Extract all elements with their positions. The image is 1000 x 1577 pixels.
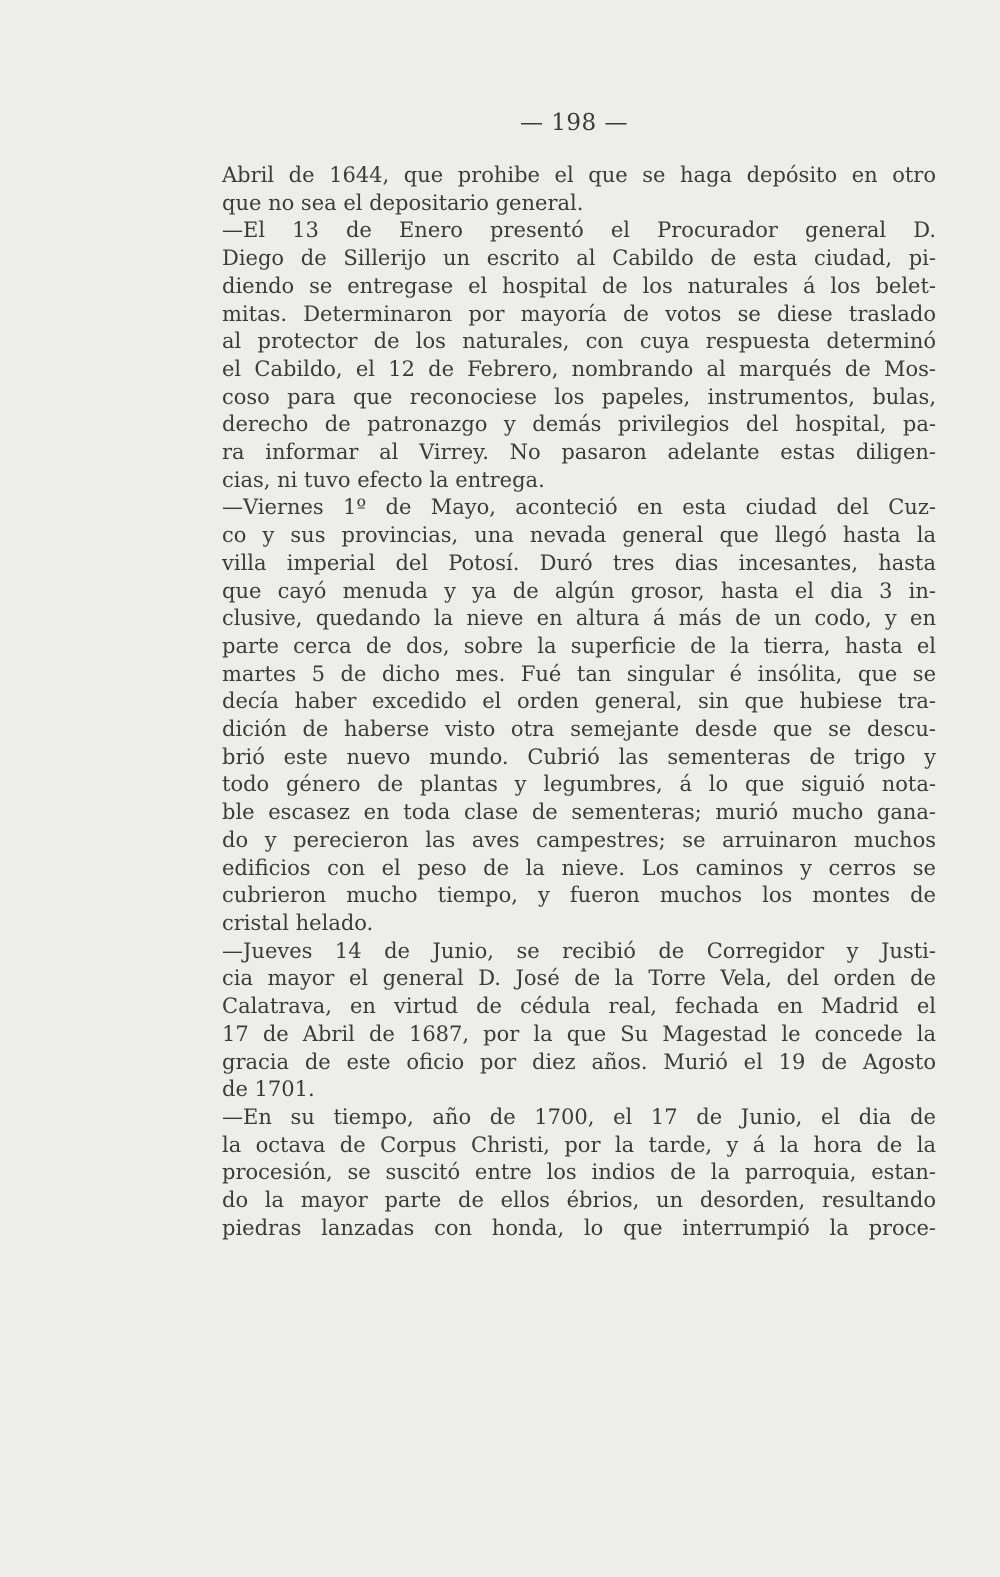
text-line: Abril de 1644, que prohibe el que se haga depósito en otro	[222, 163, 936, 187]
text-line: parte cerca de dos, sobre la superficie de la tierra, hasta el	[222, 633, 936, 658]
text-line: piedras lanzadas con honda, lo que interrumpió la proce-	[222, 1215, 936, 1240]
text-line: ra informar al Virrey. No pasaron adelante estas diligen-	[222, 440, 936, 465]
text-line: —El 13 de Enero presentó el Procurador general D.	[222, 218, 936, 243]
text-line: cubrieron mucho tiempo, y fueron muchos los montes de	[222, 883, 936, 908]
text-line: la octava de Corpus Christi, por la tarde, y á la hora de la	[222, 1132, 936, 1157]
text-line: brió este nuevo mundo. Cubrió las sementeras de trigo y	[222, 744, 936, 769]
text-line: decía haber excedido el orden general, sin que hubiese tra-	[222, 689, 936, 714]
text-line: mitas. Determinaron por mayoría de votos se diese traslado	[222, 301, 936, 326]
text-line: ble escasez en toda clase de sementeras; murió mucho gana-	[222, 800, 936, 825]
text-line: 17 de Abril de 1687, por la que Su Magestad le concede la	[222, 1021, 936, 1046]
text-line: Diego de Sillerijo un escrito al Cabildo de esta ciudad, pi-	[222, 246, 936, 271]
text-line: clusive, quedando la nieve en altura á más de un codo, y en	[222, 606, 936, 631]
text-line: Calatrava, en virtud de cédula real, fechada en Madrid el	[222, 994, 936, 1019]
text-line: procesión, se suscitó entre los indios de la parroquia, estan-	[222, 1160, 936, 1185]
text-line: —En su tiempo, año de 1700, el 17 de Junio, el dia de	[222, 1104, 936, 1129]
text-line: cristal helado.	[222, 910, 374, 935]
text-line: el Cabildo, el 12 de Febrero, nombrando al marqués de Mos-	[222, 356, 936, 381]
text-line: do la mayor parte de ellos ébrios, un desorden, resultando	[222, 1188, 936, 1213]
text-line: derecho de patronazgo y demás privilegios del hospital, pa-	[222, 412, 936, 437]
text-line: martes 5 de dicho mes. Fué tan singular é insólita, que se	[222, 661, 936, 686]
text-line: cias, ni tuvo efecto la entrega.	[222, 467, 545, 492]
text-line: dición de haberse visto otra semejante desde que se descu-	[222, 717, 936, 742]
text-line: co y sus provincias, una nevada general que llegó hasta la	[222, 523, 936, 548]
text-line: coso para que reconociese los papeles, instrumentos, bulas,	[222, 384, 936, 409]
text-line: que cayó menuda y ya de algún grosor, hasta el dia 3 in-	[222, 578, 936, 603]
text-line: —Viernes 1º de Mayo, aconteció en esta ciudad del Cuz-	[222, 495, 936, 520]
text-line: edificios con el peso de la nieve. Los caminos y cerros se	[222, 855, 936, 880]
text-line: cia mayor el general D. José de la Torre Vela, del orden de	[222, 966, 936, 991]
text-line: todo género de plantas y legumbres, á lo que siguió nota-	[222, 772, 936, 797]
page-number: — 198 —	[519, 110, 629, 136]
text-line: —Jueves 14 de Junio, se recibió de Corregidor y Justi-	[222, 938, 936, 963]
text-line: do y perecieron las aves campestres; se arruinaron muchos	[222, 827, 936, 852]
body-text	[222, 162, 936, 1242]
text-line: al protector de los naturales, con cuya respuesta determinó	[222, 329, 936, 354]
text-line: diendo se entregase el hospital de los naturales á los belet-	[222, 273, 936, 298]
text-line: que no sea el depositario general.	[222, 190, 584, 215]
text-line: villa imperial del Potosí. Duró tres dias incesantes, hasta	[222, 550, 936, 575]
text-line: de 1701.	[222, 1077, 315, 1102]
text-line: gracia de este oficio por diez años. Murió el 19 de Agosto	[222, 1049, 936, 1074]
